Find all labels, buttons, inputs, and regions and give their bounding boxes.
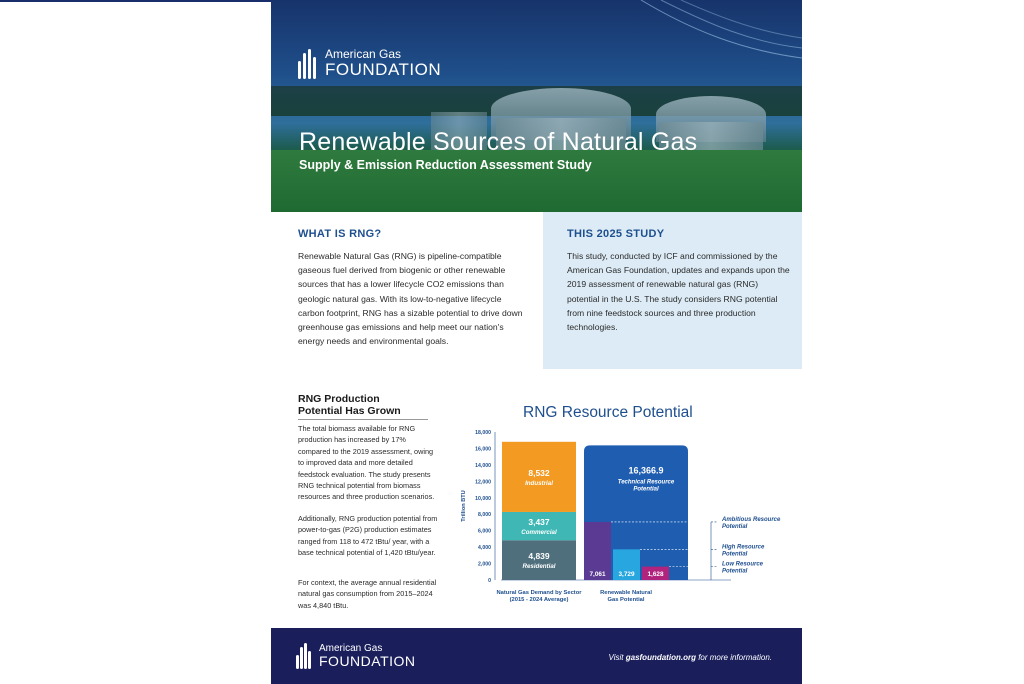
brand-name-line2: FOUNDATION — [319, 653, 416, 669]
hero-banner — [271, 0, 802, 212]
footer-more-text: for more information. — [698, 653, 772, 662]
production-paragraph: The total biomass available for RNG production has increased by 17% compared to the 2019 assessment, owing to improved data and more detailed feedstock evaluation. The study presents RNG technical potential from biomass resources and three production scenarios. — [298, 424, 435, 502]
footer-bar — [271, 628, 802, 684]
x-category-label: Renewable Natural — [600, 590, 652, 596]
x-category-label: (2015 - 2024 Average) — [509, 597, 569, 603]
y-tick-label: 18,000 — [475, 430, 491, 436]
production-heading — [298, 393, 438, 417]
production-paragraph: Additionally, RNG production potential from power-to-gas (P2G) production estimates ranged from 118 to 472 tBtu/ year, with a base technical potential of 1,420 tBtu/year. — [298, 514, 438, 558]
y-tick-label: 10,000 — [475, 495, 491, 502]
network-lines-graphic — [631, 0, 802, 70]
bar-value-label: 16,366.9 — [628, 465, 664, 476]
fact-sheet-page — [271, 0, 802, 684]
footer-visit-text: Visit — [608, 653, 624, 662]
footer-note — [609, 653, 772, 662]
what-is-rng-section — [271, 212, 543, 369]
section-body: This study, conducted by ICF and commissioned by the American Gas Foundation, updates and expands upon the 2019 assessment of renewable natural gas (RNG) potential in the U.S. The study considers RNG potential from nine feedstock sources and three production technologies. — [567, 251, 790, 333]
bar-value-label: 8,532 — [528, 467, 550, 478]
bar-segment-label: Commercial — [521, 529, 557, 537]
y-tick-label: 4,000 — [478, 545, 491, 552]
brand-name-line2: FOUNDATION — [325, 60, 442, 79]
production-heading-line2: Potential Has Grown — [298, 405, 401, 417]
section-body: Renewable Natural Gas (RNG) is pipeline-compatible gaseous fuel derived from biogenic or other renewable sources that has a lower lifecycle CO2 emissions than geologic natural gas. With its low-to-negative lifecycle carbon footprint, RNG has a sizable potential to drive down greenhouse gas emissions and help meet our nation's energy needs and environmental goals. — [298, 251, 523, 347]
bar-label-line1: Technical Resource — [617, 479, 675, 486]
y-tick-label: 6,000 — [478, 528, 491, 535]
brand-logo — [297, 48, 441, 79]
production-paragraph: For context, the average annual residential natural gas consumption from 2015–2024 was 4,840 tBtu. — [298, 578, 437, 610]
scenario-label-line2: Potential — [722, 568, 748, 575]
section-heading: WHAT IS RNG? — [298, 228, 382, 240]
bar-value-label: 1,628 — [647, 571, 664, 578]
footer-brand-logo — [295, 643, 416, 669]
y-tick-label: 0 — [488, 578, 491, 584]
y-tick-label: 8,000 — [478, 512, 491, 519]
bar-value-label: 3,437 — [528, 517, 550, 528]
bar-value-label: 3,729 — [618, 571, 635, 578]
website-link[interactable]: gasfoundation.org — [625, 653, 696, 662]
page-title: Renewable Sources of Natural Gas — [299, 128, 698, 156]
brand-name-line1: American Gas — [325, 47, 402, 61]
this-study-section — [543, 212, 802, 369]
y-tick-label: 12,000 — [475, 479, 491, 486]
flame-icon — [297, 49, 319, 79]
y-tick-label: 14,000 — [475, 462, 491, 469]
y-axis-label: Trillion BTU — [461, 490, 467, 522]
rng-resource-chart — [441, 420, 802, 620]
chart-title: RNG Resource Potential — [523, 404, 693, 421]
flame-icon — [295, 643, 313, 669]
scenario-label-line1: High Resource — [722, 544, 765, 551]
bar-segment-label: Residential — [522, 563, 556, 571]
x-category-label: Gas Potential — [607, 597, 645, 603]
bar-value-label: 4,839 — [528, 551, 550, 562]
scenario-label-line1: Ambitious Resource — [722, 516, 781, 523]
bar-label-line2: Potential — [633, 486, 659, 493]
scenario-label-line1: Low Resource — [722, 561, 764, 568]
bar-value-label: 7,061 — [589, 571, 606, 578]
x-category-label: Natural Gas Demand by Sector — [496, 590, 582, 596]
section-heading: THIS 2025 STUDY — [567, 228, 665, 240]
scenario-label-line2: Potential — [722, 523, 748, 530]
bar-segment-label: Industrial — [525, 479, 553, 487]
production-heading-line1: RNG Production — [298, 393, 380, 405]
y-tick-label: 16,000 — [475, 446, 491, 453]
heading-divider — [298, 419, 428, 420]
scenario-label-line2: Potential — [722, 551, 748, 558]
brand-name-line1: American Gas — [319, 643, 383, 654]
y-tick-label: 2,000 — [478, 561, 491, 568]
page-subtitle: Supply & Emission Reduction Assessment Study — [299, 158, 592, 172]
